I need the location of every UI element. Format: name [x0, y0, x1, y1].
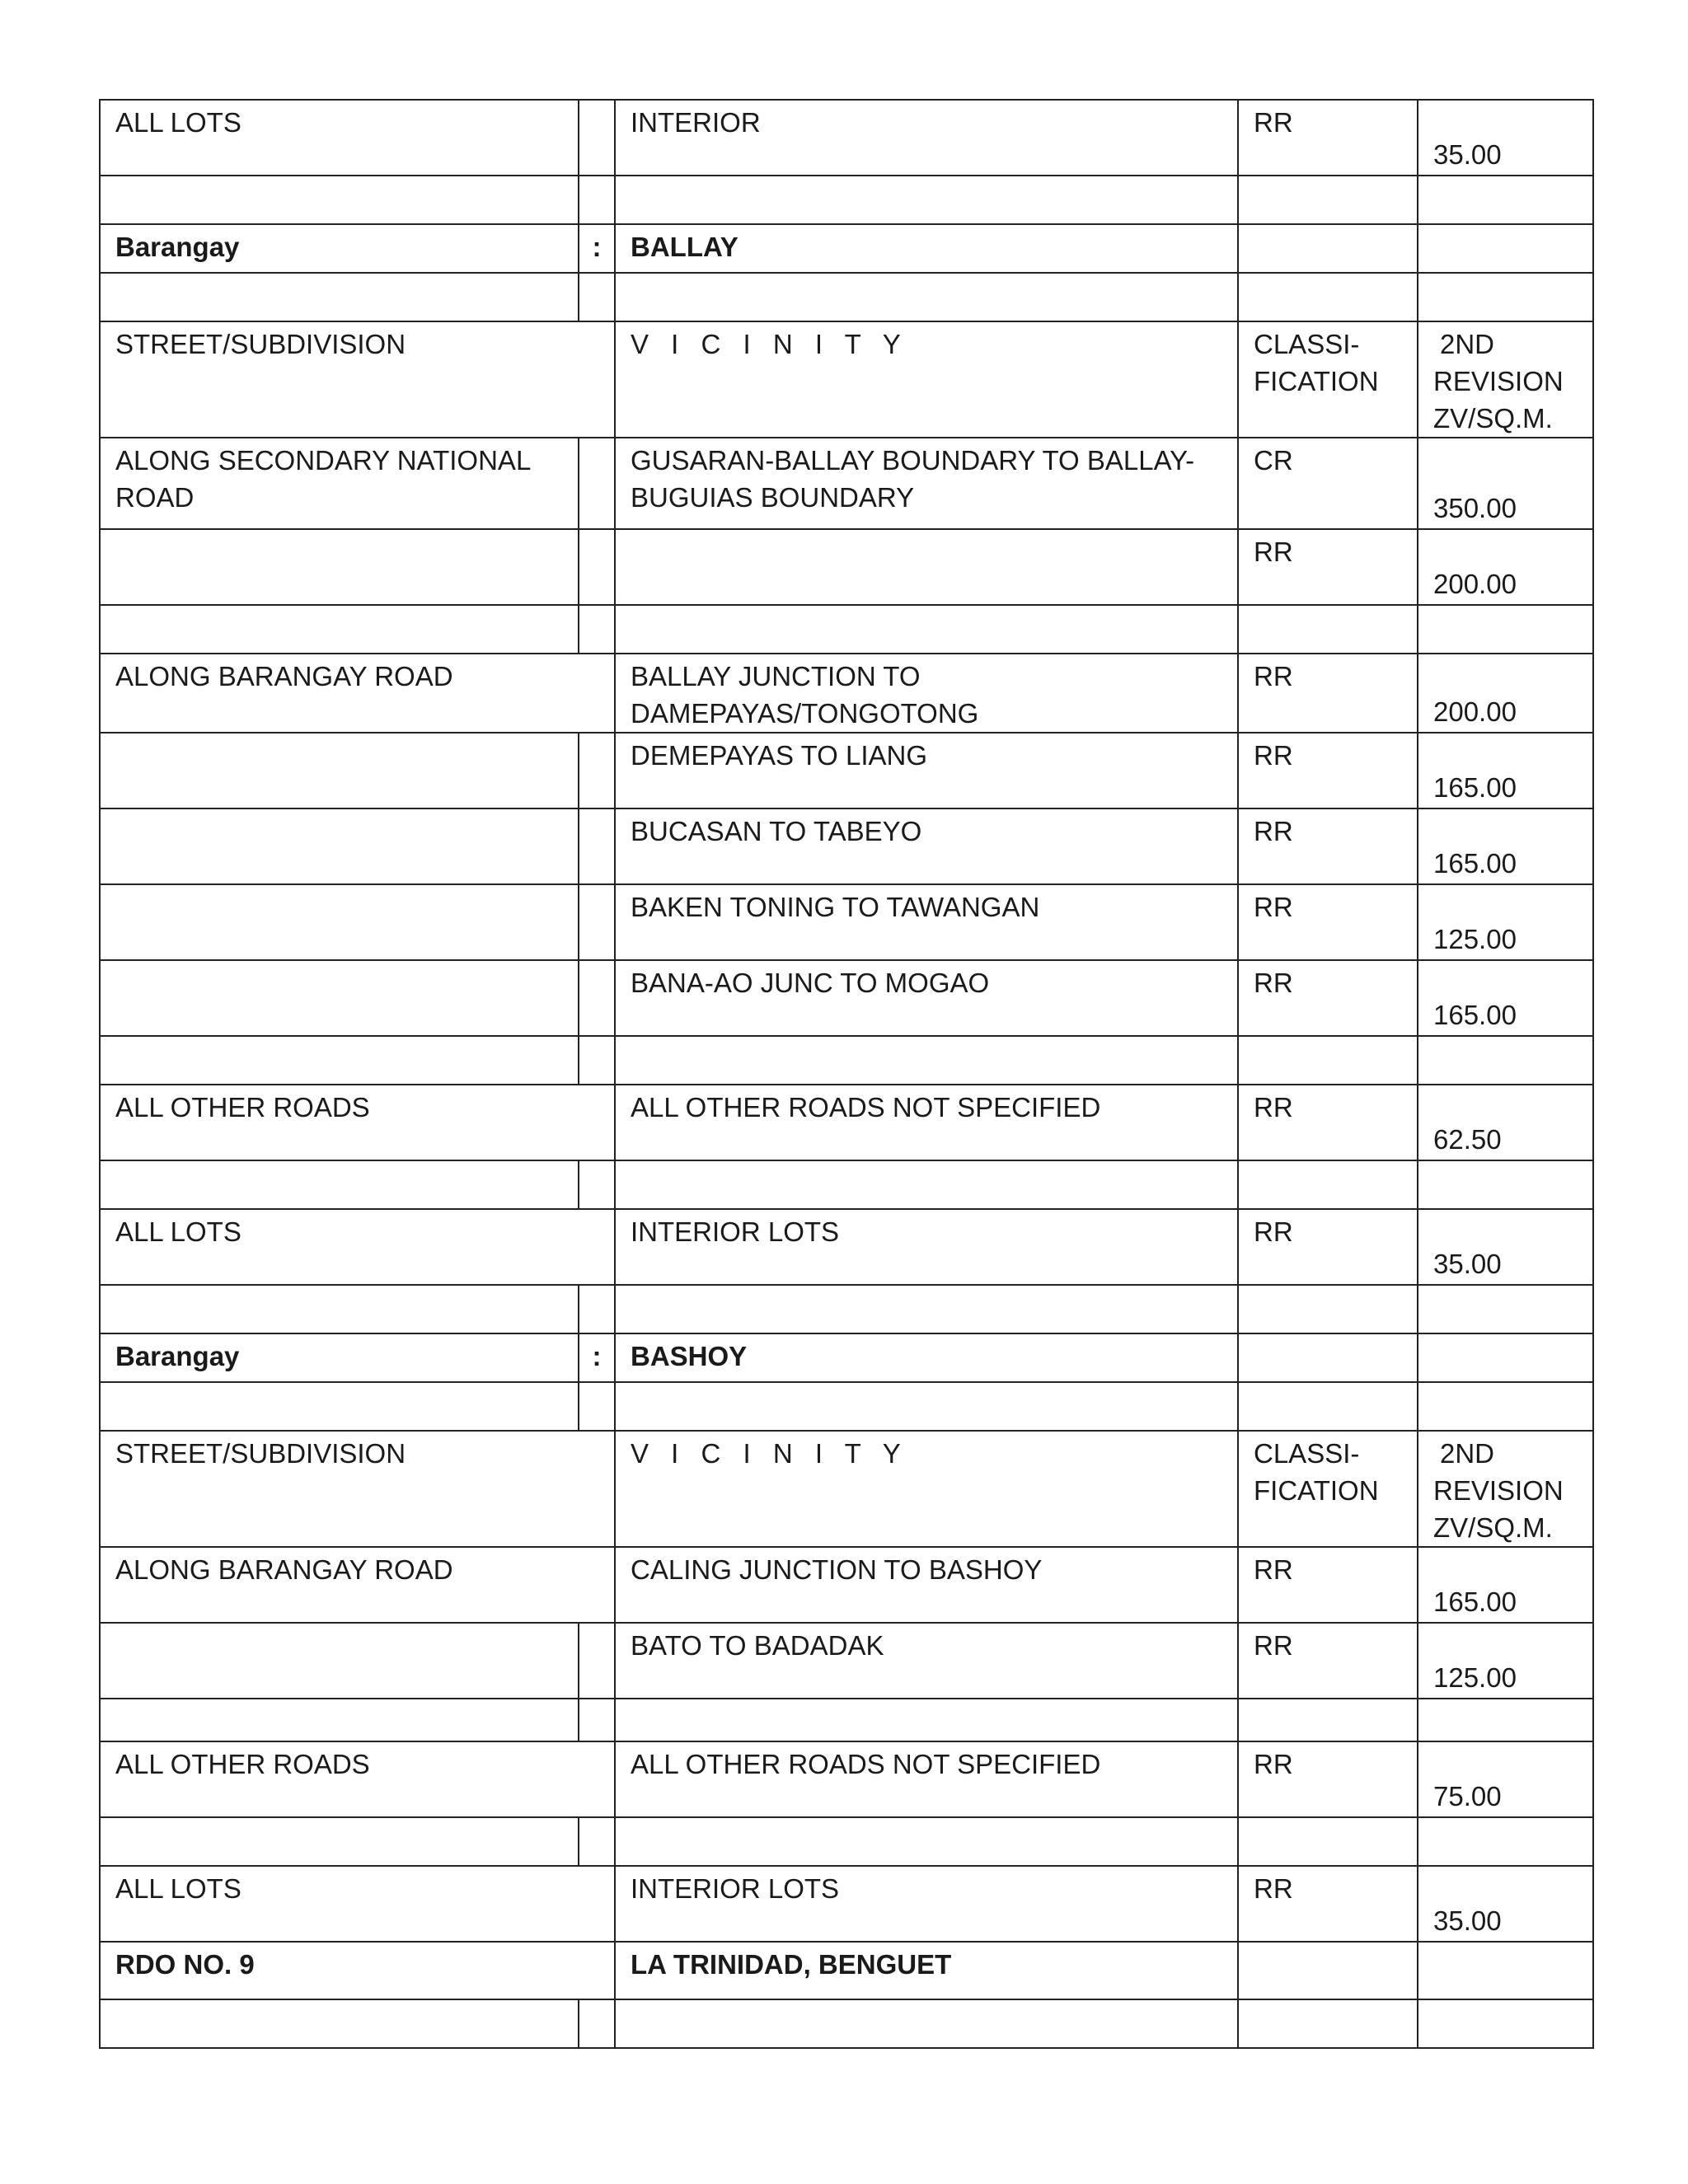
vicinity-cell: ALL OTHER ROADS NOT SPECIFIED	[615, 1085, 1238, 1160]
header-vicinity: V I C I N I T Y	[615, 321, 1238, 438]
classification-cell: RR	[1238, 1547, 1418, 1623]
table-row	[100, 100, 1593, 176]
header-zv-line-1: 2ND	[1440, 1438, 1495, 1469]
header-vicinity: V I C I N I T Y	[615, 1431, 1238, 1547]
zonal-value-cell: 125.00	[1418, 1623, 1593, 1699]
column-header-row	[100, 1431, 1593, 1547]
table-row	[100, 1547, 1593, 1623]
colon-cell: :	[579, 1333, 615, 1382]
classification-cell: RR	[1238, 1866, 1418, 1942]
street-cell	[100, 960, 579, 1036]
street-cell: ALONG SECONDARY NATIONAL ROAD	[100, 438, 579, 529]
zonal-value-cell: 200.00	[1418, 654, 1593, 733]
colon-cell: :	[579, 224, 615, 273]
zonal-value-cell: 125.00	[1418, 884, 1593, 960]
barangay-label: Barangay	[100, 1333, 579, 1382]
street-cell: ALONG BARANGAY ROAD	[100, 1547, 615, 1623]
classification-cell: CR	[1238, 438, 1418, 529]
spacer-row	[100, 605, 1593, 654]
header-street: STREET/SUBDIVISION	[100, 321, 615, 438]
spacer-row	[100, 1285, 1593, 1333]
zonal-value-cell: 35.00	[1418, 1209, 1593, 1285]
classification-cell: RR	[1238, 654, 1418, 733]
header-class-line-1: CLASSI-	[1254, 329, 1360, 359]
header-class-line-2: FICATION	[1254, 1475, 1379, 1506]
table-row	[100, 438, 1593, 529]
table-row	[100, 808, 1593, 884]
vicinity-cell	[615, 529, 1238, 605]
street-cell	[100, 1623, 579, 1699]
vicinity-cell: BAKEN TONING TO TAWANGAN	[615, 884, 1238, 960]
table-row	[100, 960, 1593, 1036]
zonal-value-cell: 350.00	[1418, 438, 1593, 529]
vicinity-cell: INTERIOR LOTS	[615, 1209, 1238, 1285]
classification-cell: RR	[1238, 1741, 1418, 1817]
vicinity-cell: BALLAY JUNCTION TO DAMEPAYAS/TONGOTONG	[615, 654, 1238, 733]
header-class-line-2: FICATION	[1254, 366, 1379, 396]
spacer-row	[100, 273, 1593, 321]
header-zv-line-2: REVISION	[1433, 366, 1564, 396]
spacer-row	[100, 1999, 1593, 2048]
barangay-label: Barangay	[100, 224, 579, 273]
rdo-location: LA TRINIDAD, BENGUET	[615, 1942, 1238, 1999]
table-row	[100, 733, 1593, 808]
classification-cell: RR	[1238, 1623, 1418, 1699]
barangay-name: BALLAY	[615, 224, 1238, 273]
header-classification	[1238, 1431, 1418, 1547]
classification-cell: RR	[1238, 100, 1418, 176]
header-zv-line-3: ZV/SQ.M.	[1433, 403, 1553, 434]
header-street: STREET/SUBDIVISION	[100, 1431, 615, 1547]
zonal-value-cell: 200.00	[1418, 529, 1593, 605]
street-cell: ALL OTHER ROADS	[100, 1085, 615, 1160]
zonal-value-cell: 165.00	[1418, 1547, 1593, 1623]
table-row	[100, 529, 1593, 605]
rdo-row	[100, 1942, 1593, 1999]
zonal-value-cell: 35.00	[1418, 1866, 1593, 1942]
barangay-row	[100, 224, 1593, 273]
street-cell: ALL LOTS	[100, 1866, 615, 1942]
vicinity-cell: CALING JUNCTION TO BASHOY	[615, 1547, 1238, 1623]
classification-cell: RR	[1238, 808, 1418, 884]
vicinity-cell: GUSARAN-BALLAY BOUNDARY TO BALLAY-BUGUIAS BOUNDARY	[615, 438, 1238, 529]
spacer-row	[100, 1817, 1593, 1866]
header-classification	[1238, 321, 1418, 438]
classification-cell: RR	[1238, 884, 1418, 960]
vicinity-cell: BUCASAN TO TABEYO	[615, 808, 1238, 884]
zonal-value-cell: 35.00	[1418, 100, 1593, 176]
table-row	[100, 1085, 1593, 1160]
classification-cell: RR	[1238, 960, 1418, 1036]
header-class-line-1: CLASSI-	[1254, 1438, 1360, 1469]
classification-cell: RR	[1238, 529, 1418, 605]
vicinity-cell: INTERIOR	[615, 100, 1238, 176]
spacer-row	[100, 1699, 1593, 1741]
zonal-value-cell: 165.00	[1418, 960, 1593, 1036]
header-zonal-value	[1418, 1431, 1593, 1547]
spacer-row	[100, 1160, 1593, 1209]
column-header-row	[100, 321, 1593, 438]
vicinity-cell: BANA-AO JUNC TO MOGAO	[615, 960, 1238, 1036]
street-cell: ALL LOTS	[100, 100, 579, 176]
street-cell	[100, 808, 579, 884]
table-row	[100, 1623, 1593, 1699]
zonal-value-cell: 62.50	[1418, 1085, 1593, 1160]
vicinity-cell: ALL OTHER ROADS NOT SPECIFIED	[615, 1741, 1238, 1817]
table-row	[100, 884, 1593, 960]
colon-cell	[579, 100, 615, 176]
table-row	[100, 1741, 1593, 1817]
zonal-value-cell: 165.00	[1418, 733, 1593, 808]
spacer-row	[100, 1382, 1593, 1431]
barangay-name: BASHOY	[615, 1333, 1238, 1382]
header-zv-line-1: 2ND	[1440, 329, 1495, 359]
barangay-row	[100, 1333, 1593, 1382]
street-cell: ALL LOTS	[100, 1209, 615, 1285]
rdo-label: RDO NO. 9	[100, 1942, 615, 1999]
zonal-value-table	[99, 99, 1594, 2049]
classification-cell: RR	[1238, 733, 1418, 808]
street-cell	[100, 733, 579, 808]
table-row	[100, 654, 1593, 733]
vicinity-cell: DEMEPAYAS TO LIANG	[615, 733, 1238, 808]
header-zv-line-2: REVISION	[1433, 1475, 1564, 1506]
zonal-value-cell: 75.00	[1418, 1741, 1593, 1817]
spacer-row	[100, 176, 1593, 224]
classification-cell: RR	[1238, 1085, 1418, 1160]
vicinity-cell: INTERIOR LOTS	[615, 1866, 1238, 1942]
header-zv-line-3: ZV/SQ.M.	[1433, 1512, 1553, 1543]
zonal-value-cell: 165.00	[1418, 808, 1593, 884]
street-cell	[100, 529, 579, 605]
street-cell: ALL OTHER ROADS	[100, 1741, 615, 1817]
spacer-row	[100, 1036, 1593, 1085]
header-zonal-value	[1418, 321, 1593, 438]
table-row	[100, 1209, 1593, 1285]
street-cell	[100, 884, 579, 960]
vicinity-cell: BATO TO BADADAK	[615, 1623, 1238, 1699]
street-cell: ALONG BARANGAY ROAD	[100, 654, 615, 733]
classification-cell: RR	[1238, 1209, 1418, 1285]
table-row	[100, 1866, 1593, 1942]
